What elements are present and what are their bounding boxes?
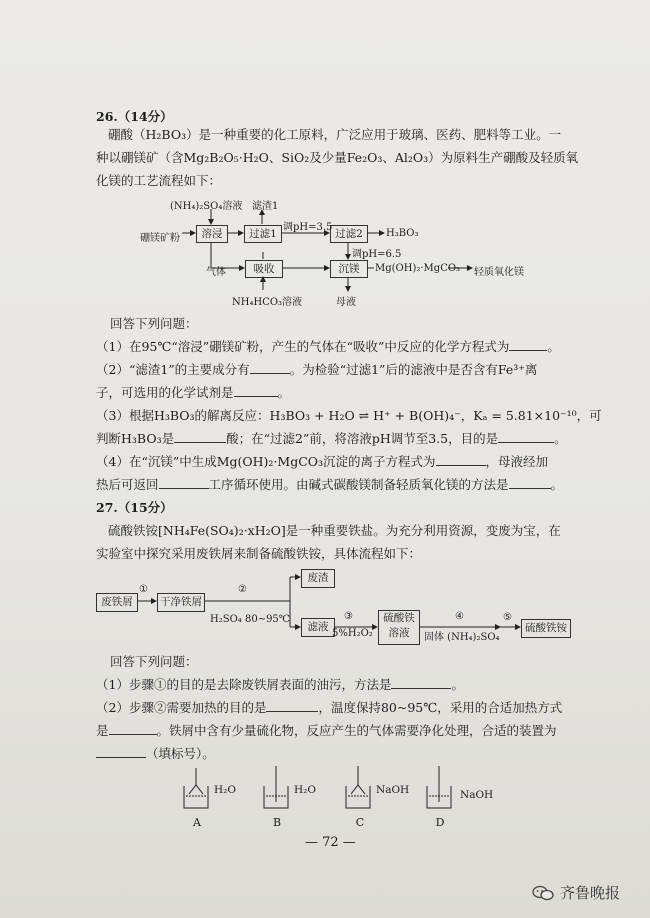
flow27-cond2: H₂SO₄ 80~95℃ [210,614,290,625]
flow26-box-absorb: 吸收 [245,260,283,278]
q26-part2-line2: 子，可选用的化学试剂是 。 [96,385,291,400]
flow27-box-filtrate: 滤液 [301,618,335,637]
flow27-box-scrap-iron: 废铁屑 [96,593,138,612]
flow26-mother-liquor: 母液 [336,297,356,308]
apparatus-a-liquid: H₂O [214,784,236,796]
flow27-step2: ② [238,584,247,595]
flow26-box-leach: 溶浸 [196,225,228,243]
apparatus-c-drawing [346,766,370,808]
apparatus-b-liquid: H₂O [294,784,316,796]
page-number: — 72 — [305,835,356,850]
flow27-step3: ③ [344,611,353,622]
flow27-box-waste-residue: 废渣 [301,569,335,588]
flow26-ph1: 调pH=3.5 [283,222,333,233]
flow26-box-filter2: 过滤2 [330,225,368,243]
flow26-gas: 气体 [206,267,226,278]
q26-header: 26.（14分） [96,109,173,124]
apparatus-d-drawing [427,766,451,808]
apparatus-c-liquid: NaOH [376,784,410,796]
flow26-out-boric-acid: H₃BO₃ [386,228,419,239]
q26-intro-line1: 硼酸（H₂BO₃）是一种重要的化工原料，广泛应用于玻璃、医药、肥料等工业。一 [108,127,562,142]
q26-intro-line3: 化镁的工艺流程如下： [96,173,222,188]
q26-part4-line2: 热后可返回 工序循环使用。由碱式碳酸镁制备轻质氧化镁的方法是 。 [96,477,564,492]
flow26-out-light-mgo: 轻质氧化镁 [474,267,524,278]
flow27-box-product: 硫酸铁铵 [521,619,571,638]
chat-bubble-logo-icon [532,885,554,901]
apparatus-a-label: A [193,816,201,829]
apparatus-c-label: C [355,816,365,829]
flow27-cond3: 5%H₂O₂ [332,628,373,639]
q27-part2-line2: 是 。铁屑中含有少量硫化物，反应产生的气体需要净化处理，合适的装置为 [96,723,557,738]
flow27-cond4: 固体 (NH₄)₂SO₄ [424,632,500,643]
q27-answer-prompt: 回答下列问题： [110,654,198,669]
flow26-nh4hco3: NH₄HCO₃溶液 [232,297,303,308]
q26-part3-line2: 判断H₃BO₃是 酸；在“过滤2”前，将溶液pH调节至3.5，目的是 。 [96,431,567,446]
flow26-raw-material: 硼镁矿粉 [140,233,180,244]
flow26-out-basic-carbonate: Mg(OH)₂·MgCO₃ [375,263,461,274]
flow26-ph2: 调pH=6.5 [352,249,402,260]
q27-part2-line1: （2）步骤②需要加热的目的是 ，温度保持80~95℃，采用的合适加热方式 [96,700,563,715]
q27-intro-line2: 实验室中探究采用废铁屑来制备硫酸铁铵，具体流程如下： [96,546,422,561]
q26-intro-line2: 种以硼镁矿（含Mg₂B₂O₅·H₂O、SiO₂及少量Fe₂O₃、Al₂O₃）为原料生产硼酸及轻质氧 [96,150,579,165]
flow26-box-filter1: 过滤1 [244,225,282,243]
watermark-text: 齐鲁晚报 [560,884,621,902]
q26-part3-line1: （3）根据H₃BO₃的解离反应：H₃BO₃ + H₂O ⇌ H⁺ + B(OH)₄⁻，Kₐ = 5.81×10⁻¹⁰，可 [96,408,602,423]
q26-part1: （1）在95℃“溶浸”硼镁矿粉，产生的气体在“吸收”中反应的化学方程式为 。 [96,339,560,354]
apparatus-b-label: B [272,816,282,829]
q27-part2-line3: （填标号）。 [96,746,215,762]
q26-answer-prompt: 回答下列问题： [110,316,198,331]
flow27-step4: ④ [455,611,464,622]
flow27-step1: ① [139,584,148,595]
q27-part1: （1）步骤①的目的是去除废铁屑表面的油污，方法是 。 [96,677,464,692]
q27-intro-line1: 硫酸铁铵[NH₄Fe(SO₄)₂·xH₂O]是一种重要铁盐。为充分利用资源，变废为宝，在 [108,523,561,538]
flow27-box-ferric-sulfate: 硫酸铁 溶液 [378,610,420,645]
apparatus-d-label: D [435,816,445,829]
apparatus-b-drawing [264,766,288,808]
q27-header: 27.（15分） [96,500,173,515]
apparatus-d-liquid: NaOH [460,789,494,801]
flow26-label-nh4so4: (NH₄)₂SO₄溶液 [170,201,243,212]
flow27-box-clean-iron: 干净铁屑 [157,593,205,612]
watermark [532,882,620,903]
flow26-box-precip-mg: 沉镁 [330,260,368,278]
apparatus-a-drawing [184,768,208,808]
flow27-step5: ⑤ [503,612,512,623]
q26-part2-line1: （2）“滤渣1”的主要成分有 。为检验“过滤1”后的滤液中是否含有Fe³⁺离 [96,362,538,377]
flow26-label-residue1: 滤渣1 [252,201,279,212]
q26-part4-line1: （4）在“沉镁”中生成Mg(OH)₂·MgCO₃沉淀的离子方程式为 ，母液经加 [96,454,549,469]
